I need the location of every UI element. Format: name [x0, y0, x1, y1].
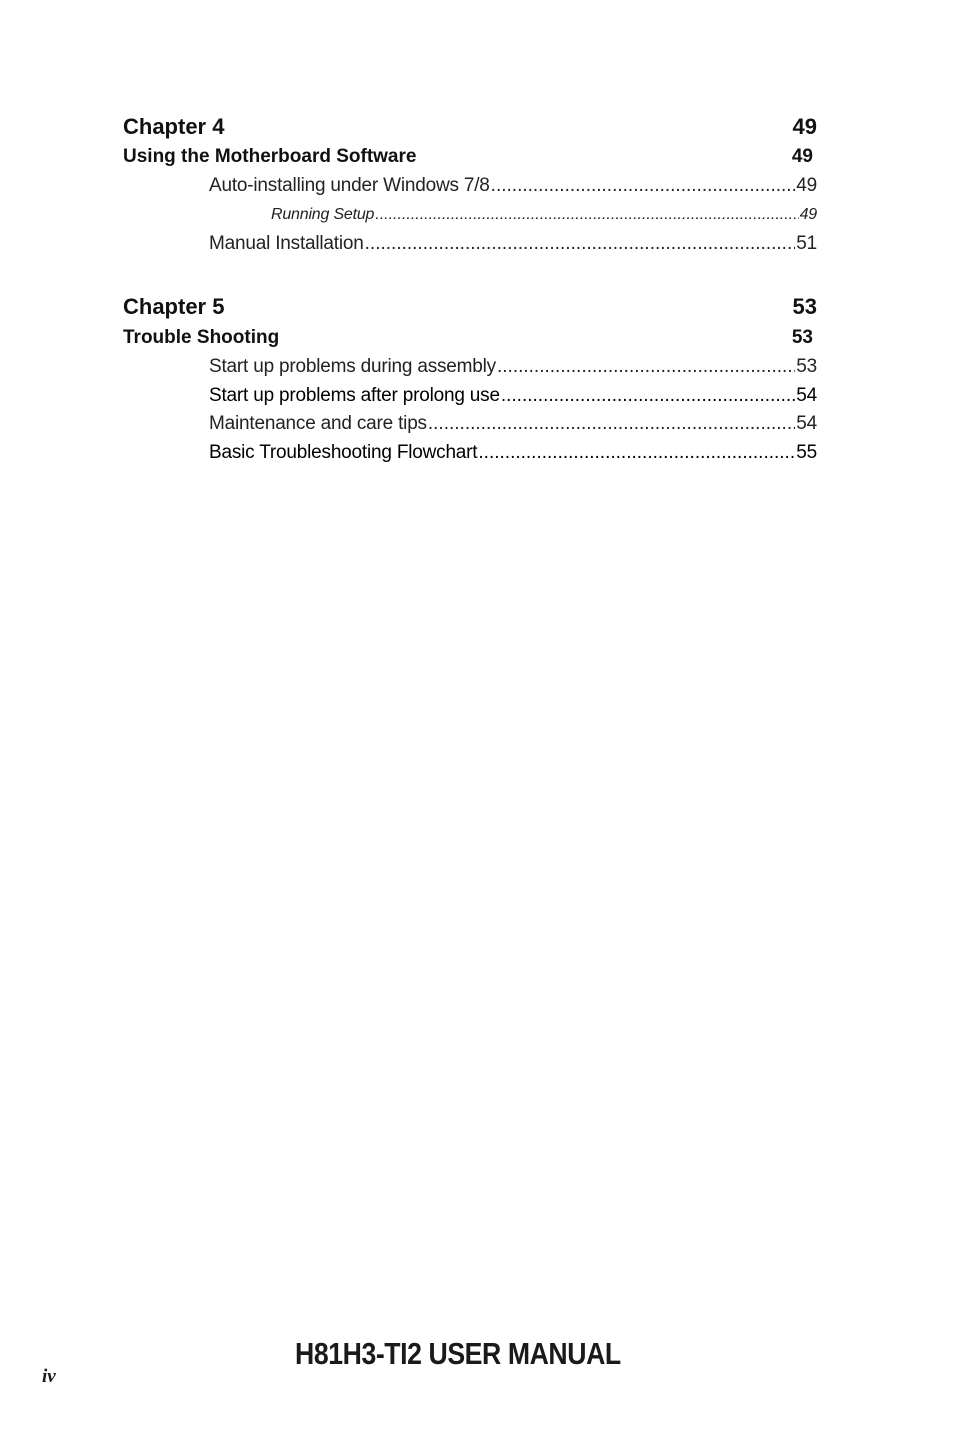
toc-entry-page: 51: [796, 233, 817, 254]
chapter-page: 53: [792, 294, 817, 319]
chapter-title: Chapter 5: [123, 294, 225, 319]
toc-entry-label: Basic Troubleshooting Flowchart: [209, 442, 478, 463]
dot-leader: [501, 385, 795, 407]
section-title: Using the Motherboard Software: [123, 146, 417, 167]
dot-leader: [491, 175, 796, 197]
toc-entry[interactable]: [209, 385, 817, 407]
toc-entry[interactable]: [209, 356, 817, 378]
toc-entry[interactable]: [209, 413, 817, 435]
section-title: Trouble Shooting: [123, 327, 280, 348]
toc-entry-label: Start up problems after prolong use: [209, 385, 500, 406]
toc-entry[interactable]: [209, 233, 817, 255]
toc-entry-label: Maintenance and care tips: [209, 413, 427, 434]
dot-leader: [497, 356, 795, 378]
toc-entry[interactable]: [209, 442, 817, 464]
toc-subentry[interactable]: [271, 206, 817, 224]
toc-entry[interactable]: [209, 175, 817, 197]
toc-entry-label: Auto-installing under Windows 7/8: [209, 175, 490, 196]
manual-title: H81H3-TI2 USER MANUAL: [295, 1336, 621, 1371]
toc-entry-page: 54: [796, 385, 817, 406]
chapter-heading: [123, 294, 817, 320]
toc-entry-label: Manual Installation: [209, 233, 364, 254]
chapter-heading: [123, 114, 817, 140]
toc-entry-page: 53: [796, 356, 817, 377]
toc-entry-label: Start up problems during assembly: [209, 356, 496, 377]
dot-leader: [428, 413, 795, 435]
section-page: 53: [791, 327, 813, 348]
chapter-title: Chapter 4: [123, 114, 225, 139]
section-heading: [123, 146, 817, 168]
section-page: 49: [791, 146, 813, 167]
toc-entry-label: Running Setup: [271, 206, 375, 223]
toc-entry-page: 55: [796, 442, 817, 463]
dot-leader: [478, 442, 795, 464]
dot-leader: [375, 206, 798, 224]
page-number: iv: [42, 1366, 56, 1387]
chapter-page: 49: [792, 114, 817, 139]
section-heading: [123, 327, 817, 349]
toc-entry-page: 49: [799, 206, 817, 223]
toc-entry-page: 49: [796, 175, 817, 196]
dot-leader: [365, 233, 796, 255]
toc-entry-page: 54: [796, 413, 817, 434]
